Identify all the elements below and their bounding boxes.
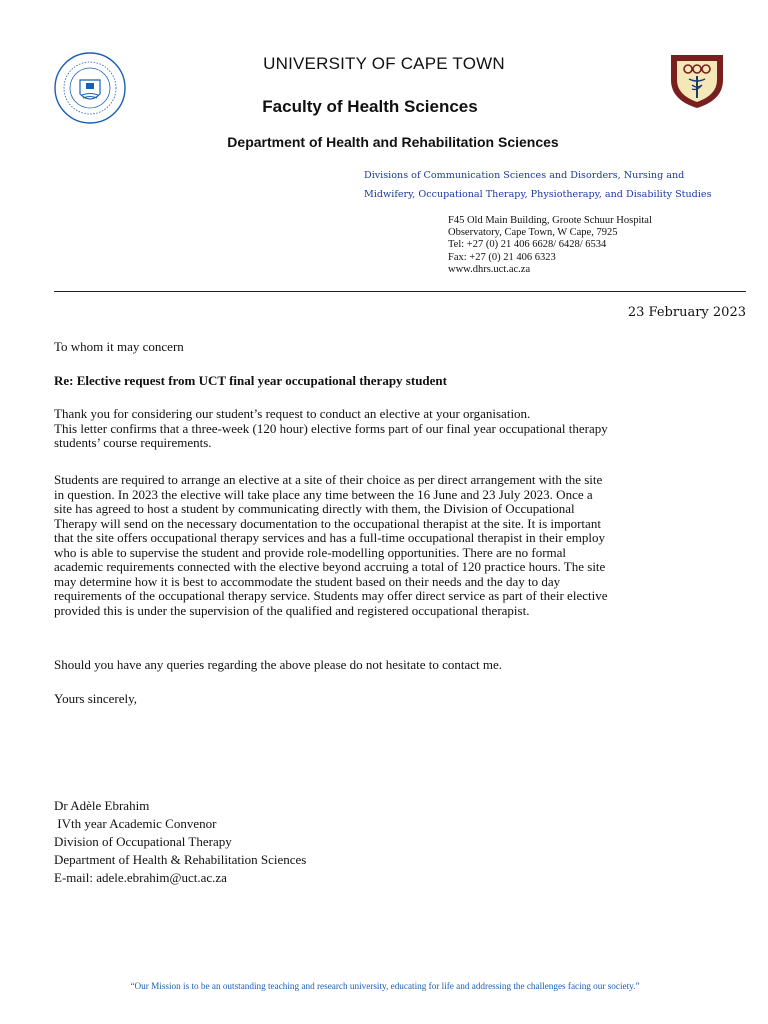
letter-subject: Re: Elective request from UCT final year occupational therapy student bbox=[54, 373, 447, 388]
department-name: Department of Health and Rehabilitation Sciences bbox=[227, 134, 559, 150]
faculty-name: Faculty of Health Sciences bbox=[262, 97, 478, 116]
paragraph-line: may determine how it is best to accommodate the student based on their needs and the day to day bbox=[54, 573, 561, 589]
address-line: Observatory, Cape Town, W Cape, 7925 bbox=[448, 227, 618, 239]
paragraph-line: site has agreed to host a student by communicating directly with them, the Division of Occupational bbox=[54, 501, 575, 516]
paragraph-line: Therapy will send on the necessary documentation to the occupational therapist at the site. It is important bbox=[54, 515, 601, 531]
paragraph-line: in question. In 2023 the elective will take place any time between the 16 June and 23 July 2023. Once a bbox=[54, 486, 593, 502]
paragraph-intro bbox=[54, 407, 734, 451]
paragraph-line: requirements of the occupational therapy service. Students may offer direct service as part of their elective bbox=[54, 588, 608, 603]
website-link[interactable]: www.dhrs.uct.ac.za bbox=[448, 263, 531, 275]
signatory-name: Dr Adèle Ebrahim bbox=[54, 798, 150, 813]
address-line: Fax: +27 (0) 21 406 6323 bbox=[448, 251, 556, 263]
mission-statement: “Our Mission is to be an outstanding teaching and research university, educating for life and addressing the challenges facing our society.” bbox=[130, 981, 640, 991]
letter-date: 23 February 2023 bbox=[627, 305, 746, 320]
salutation: To whom it may concern bbox=[54, 339, 184, 354]
signatory-division: Division of Occupational Therapy bbox=[54, 834, 232, 849]
signature-block bbox=[54, 797, 306, 887]
signatory-department: Department of Health & Rehabilitation Sciences bbox=[54, 852, 307, 867]
divisions-line: Midwifery, Occupational Therapy, Physiotherapy, and Disability Studies bbox=[364, 189, 712, 200]
paragraph-line: This letter confirms that a three-week (120 hour) elective forms part of our final year occupational therapy bbox=[54, 420, 608, 436]
university-name: UNIVERSITY OF CAPE TOWN bbox=[263, 54, 505, 73]
paragraph-requirements bbox=[54, 473, 734, 618]
divisions-list bbox=[364, 166, 724, 204]
paragraph-line: who is able to supervise the student and provide role-modelling opportunities. There are no formal bbox=[54, 544, 567, 560]
header-divider bbox=[54, 291, 746, 292]
paragraph-line: students’ course requirements. bbox=[54, 435, 212, 450]
paragraph-line: Thank you for considering our student’s request to conduct an elective at your organisation. bbox=[54, 406, 531, 421]
address-block bbox=[448, 215, 652, 276]
paragraph-line: Students are required to arrange an elective at a site of their choice as per direct arrangement with the site bbox=[54, 472, 603, 487]
address-line: Tel: +27 (0) 21 406 6628/ 6428/ 6534 bbox=[448, 239, 607, 251]
signatory-email[interactable]: E-mail: adele.ebrahim@uct.ac.za bbox=[54, 870, 227, 885]
address-line: F45 Old Main Building, Groote Schuur Hospital bbox=[448, 215, 652, 226]
paragraph-line: that the site offers occupational therapy services and has a full-time occupational therapist in their employ bbox=[54, 530, 605, 545]
paragraph-line: provided this is under the supervision of the qualified and registered occupational therapist. bbox=[54, 602, 530, 618]
divisions-line: Divisions of Communication Sciences and Disorders, Nursing and bbox=[364, 170, 685, 181]
closing: Yours sincerely, bbox=[54, 691, 138, 706]
signatory-title: IVth year Academic Convenor bbox=[54, 816, 217, 831]
paragraph-contact: Should you have any queries regarding the above please do not hesitate to contact me. bbox=[54, 657, 502, 672]
paragraph-line: academic requirements connected with the elective beyond accruing a total of 120 practice hours. The site bbox=[54, 559, 606, 574]
